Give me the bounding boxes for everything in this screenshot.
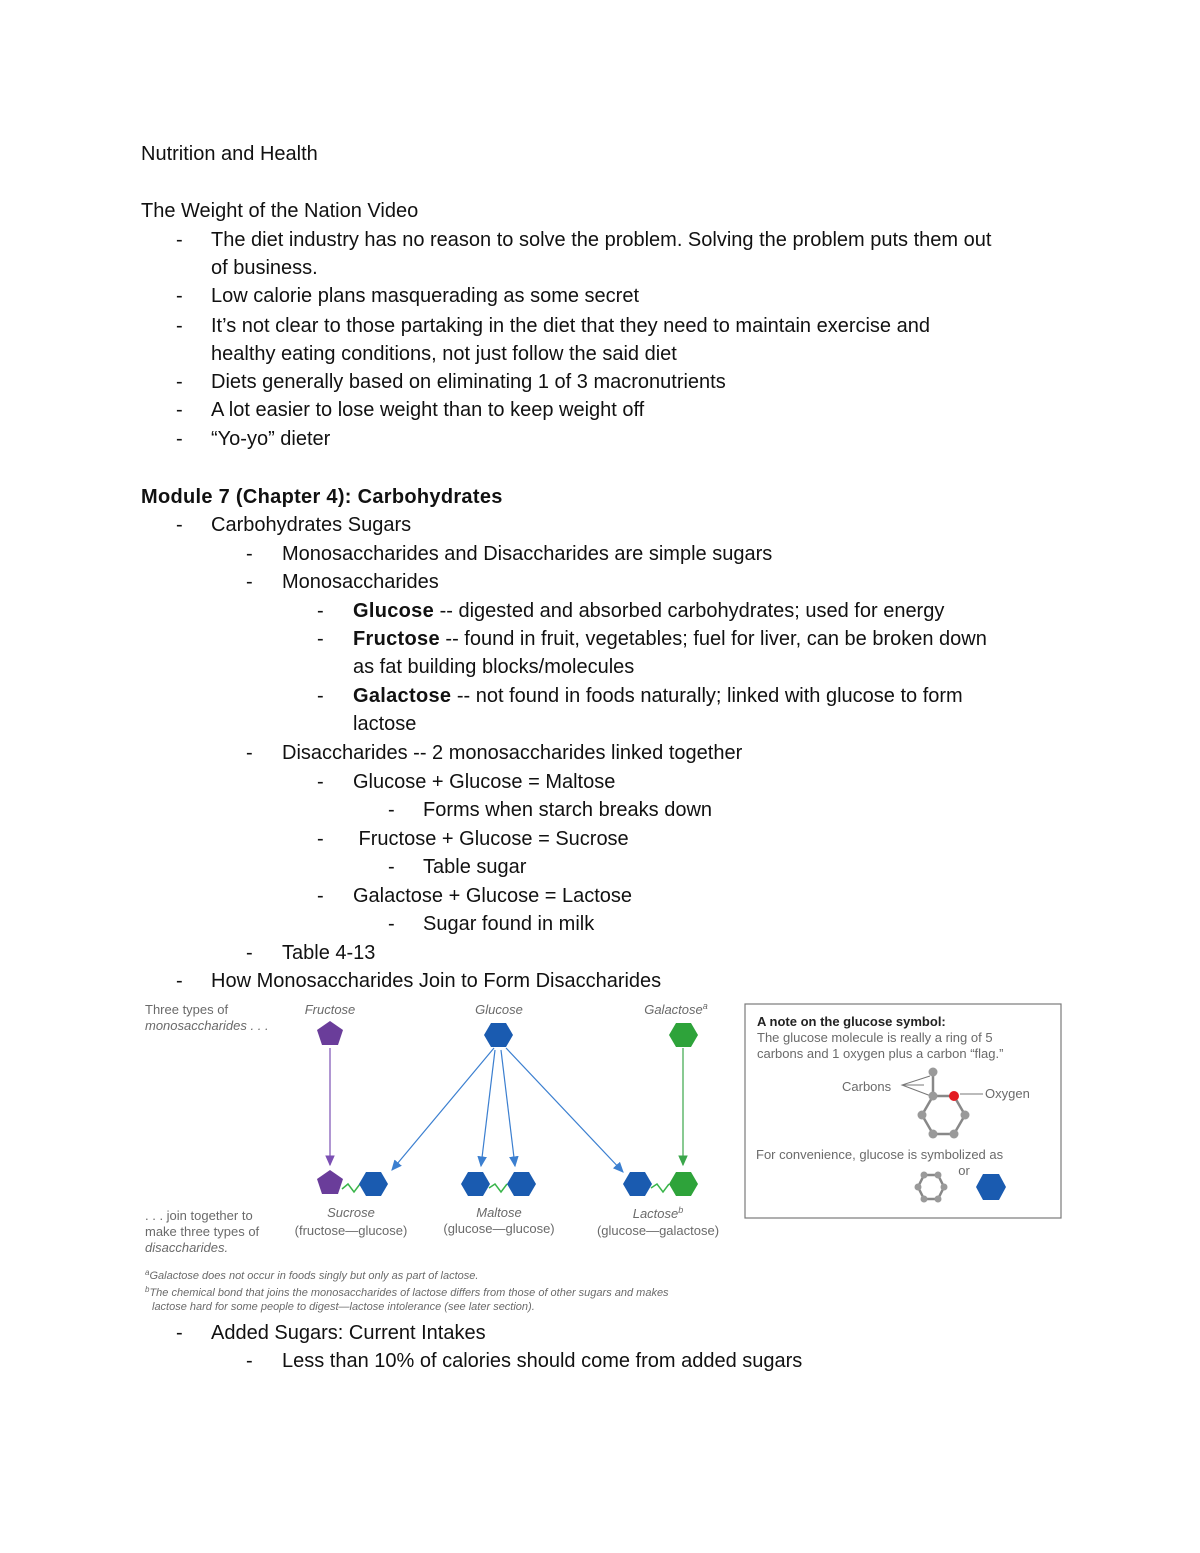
lactose-galactose xyxy=(669,1172,698,1196)
bullet-dash: - xyxy=(176,514,183,536)
bullet-dash: - xyxy=(176,399,183,421)
footnote-b xyxy=(145,1285,669,1299)
maltose-label: Maltose xyxy=(476,1205,522,1220)
galactose-label xyxy=(644,1001,708,1017)
lactose-composition: (glucose—galactose) xyxy=(596,1223,720,1238)
list-item: Disaccharides -- 2 monosaccharides linked together xyxy=(282,742,743,764)
carbons-label: Carbons xyxy=(842,1079,892,1094)
lactose-sup: b xyxy=(678,1205,684,1215)
fructose-desc: -- found in fruit, vegetables; fuel for liver, can be broken down xyxy=(439,628,987,650)
bullet-dash: - xyxy=(246,942,253,964)
video-item: Diets generally based on eliminating 1 of 3 macronutrients xyxy=(211,371,726,393)
list-item: Monosaccharides and Disaccharides are simple sugars xyxy=(282,543,773,565)
glucose-label: Glucose xyxy=(475,1002,523,1017)
fructose-label: Fructose xyxy=(304,1002,356,1017)
list-item: Carbohydrates Sugars xyxy=(211,514,412,536)
note-title: A note on the glucose symbol: xyxy=(757,1014,946,1029)
galactose-label-text: Galactose xyxy=(644,1002,703,1017)
fructose-pentagon xyxy=(317,1021,343,1045)
sucrose-label: Sucrose xyxy=(327,1205,375,1220)
list-item: Fructose + Glucose = Sucrose xyxy=(353,828,629,850)
maltose-glucose-1 xyxy=(461,1172,490,1196)
glucose-arrow-sucrose xyxy=(392,1048,494,1170)
list-item-fructose xyxy=(353,625,987,653)
bullet-dash: - xyxy=(317,628,324,650)
video-item-cont: healthy eating conditions, not just follow the said diet xyxy=(211,343,677,365)
bullet-dash: - xyxy=(176,428,183,450)
lactose-label xyxy=(633,1205,684,1221)
video-item: A lot easier to lose weight than to keep weight off xyxy=(211,399,645,421)
bullet-dash: - xyxy=(176,285,183,307)
list-item: Glucose + Glucose = Maltose xyxy=(353,771,616,793)
bullet-dash: - xyxy=(317,771,324,793)
oxygen-atom xyxy=(949,1091,959,1101)
disaccharides-label: disaccharides. xyxy=(145,1240,229,1255)
sucrose-glucose xyxy=(359,1172,388,1196)
video-item-cont: of business. xyxy=(211,257,318,279)
glucose-arrow-maltose-2 xyxy=(501,1050,515,1166)
galactose-sup: a xyxy=(702,1001,708,1011)
list-item-glucose xyxy=(353,597,944,625)
glucose-arrow-lactose xyxy=(506,1048,623,1172)
bullet-dash: - xyxy=(176,371,183,393)
list-item-cont: as fat building blocks/molecules xyxy=(353,656,635,678)
list-item: Table 4-13 xyxy=(282,942,376,964)
sucrose-composition: (fructose—glucose) xyxy=(294,1223,408,1238)
three-types-label: Three types of xyxy=(145,1002,229,1017)
bullet-dash: - xyxy=(317,600,324,622)
sucrose-fructose xyxy=(317,1170,343,1194)
bullet-dash: - xyxy=(388,856,395,878)
galactose-desc: -- not found in foods naturally; linked with glucose to form xyxy=(451,685,963,707)
footnote-a xyxy=(145,1268,478,1282)
list-item: Added Sugars: Current Intakes xyxy=(211,1322,486,1344)
video-item: The diet industry has no reason to solve the problem. Solving the problem puts them out xyxy=(211,229,992,251)
join-together-label: . . . join together to xyxy=(145,1208,253,1223)
glucose-desc: -- digested and absorbed carbohydrates; used for energy xyxy=(434,600,945,622)
bullet-dash: - xyxy=(317,685,324,707)
disaccharide-figure xyxy=(140,998,1080,1318)
note-line-1: The glucose molecule is really a ring of 5 xyxy=(757,1030,993,1045)
list-item: Table sugar xyxy=(423,856,527,878)
bullet-dash: - xyxy=(176,1322,183,1344)
bullet-dash: - xyxy=(176,229,183,251)
three-types-disacch-label: make three types of xyxy=(145,1224,260,1239)
footnote-b-cont: lactose hard for some people to digest—lactose intolerance (see later section). xyxy=(152,1301,535,1313)
bullet-dash: - xyxy=(388,913,395,935)
bullet-dash: - xyxy=(317,828,324,850)
video-heading: The Weight of the Nation Video xyxy=(141,200,419,222)
lactose-glucose xyxy=(623,1172,652,1196)
galactose-term: Galactose xyxy=(353,685,452,707)
fructose-term: Fructose xyxy=(353,628,440,650)
lactose-bond xyxy=(651,1184,669,1192)
maltose-bond xyxy=(489,1184,507,1192)
footnote-b-text: The chemical bond that joins the monosaccharides of lactose differs from those of other sugars and makes xyxy=(149,1287,669,1299)
sucrose-bond xyxy=(342,1184,360,1192)
list-item: Sugar found in milk xyxy=(423,913,595,935)
lactose-label-text: Lactose xyxy=(632,1206,679,1221)
oxygen-label: Oxygen xyxy=(985,1086,1030,1101)
footnote-a-mark: a xyxy=(145,1268,150,1277)
bullet-dash: - xyxy=(246,543,253,565)
footnote-a-text: Galactose does not occur in foods singly but only as part of lactose. xyxy=(149,1270,479,1282)
bullet-dash: - xyxy=(176,315,183,337)
page-title: Nutrition and Health xyxy=(141,143,318,165)
module-heading: Module 7 (Chapter 4): Carbohydrates xyxy=(141,486,503,508)
video-item: “Yo-yo” dieter xyxy=(211,428,331,450)
bullet-dash: - xyxy=(246,571,253,593)
or-text: or xyxy=(958,1163,970,1178)
galactose-hexagon xyxy=(669,1023,698,1047)
footnote-b-mark: b xyxy=(145,1285,150,1294)
maltose-composition: (glucose—glucose) xyxy=(443,1221,555,1236)
bullet-dash: - xyxy=(388,799,395,821)
convenience-text: For convenience, glucose is symbolized as xyxy=(756,1147,1004,1162)
list-item-cont: lactose xyxy=(353,713,417,735)
list-item: Monosaccharides xyxy=(282,571,439,593)
maltose-glucose-2 xyxy=(507,1172,536,1196)
bullet-dash: - xyxy=(317,885,324,907)
video-item: It’s not clear to those partaking in the diet that they need to maintain exercise and xyxy=(211,315,930,337)
list-item: Galactose + Glucose = Lactose xyxy=(353,885,633,907)
glucose-term: Glucose xyxy=(353,600,435,622)
bullet-dash: - xyxy=(176,970,183,992)
list-item: Less than 10% of calories should come from added sugars xyxy=(282,1350,803,1372)
list-item: How Monosaccharides Join to Form Disaccharides xyxy=(211,970,662,992)
note-line-2: carbons and 1 oxygen plus a carbon “flag.” xyxy=(757,1046,1004,1061)
list-item: Forms when starch breaks down xyxy=(423,799,713,821)
monosaccharides-label: monosaccharides . . . xyxy=(145,1018,269,1033)
glucose-hexagon xyxy=(484,1023,513,1047)
glucose-arrow-maltose-1 xyxy=(481,1050,495,1166)
video-item: Low calorie plans masquerading as some secret xyxy=(211,285,639,307)
bullet-dash: - xyxy=(246,742,253,764)
list-item-galactose xyxy=(353,682,963,710)
bullet-dash: - xyxy=(246,1350,253,1372)
